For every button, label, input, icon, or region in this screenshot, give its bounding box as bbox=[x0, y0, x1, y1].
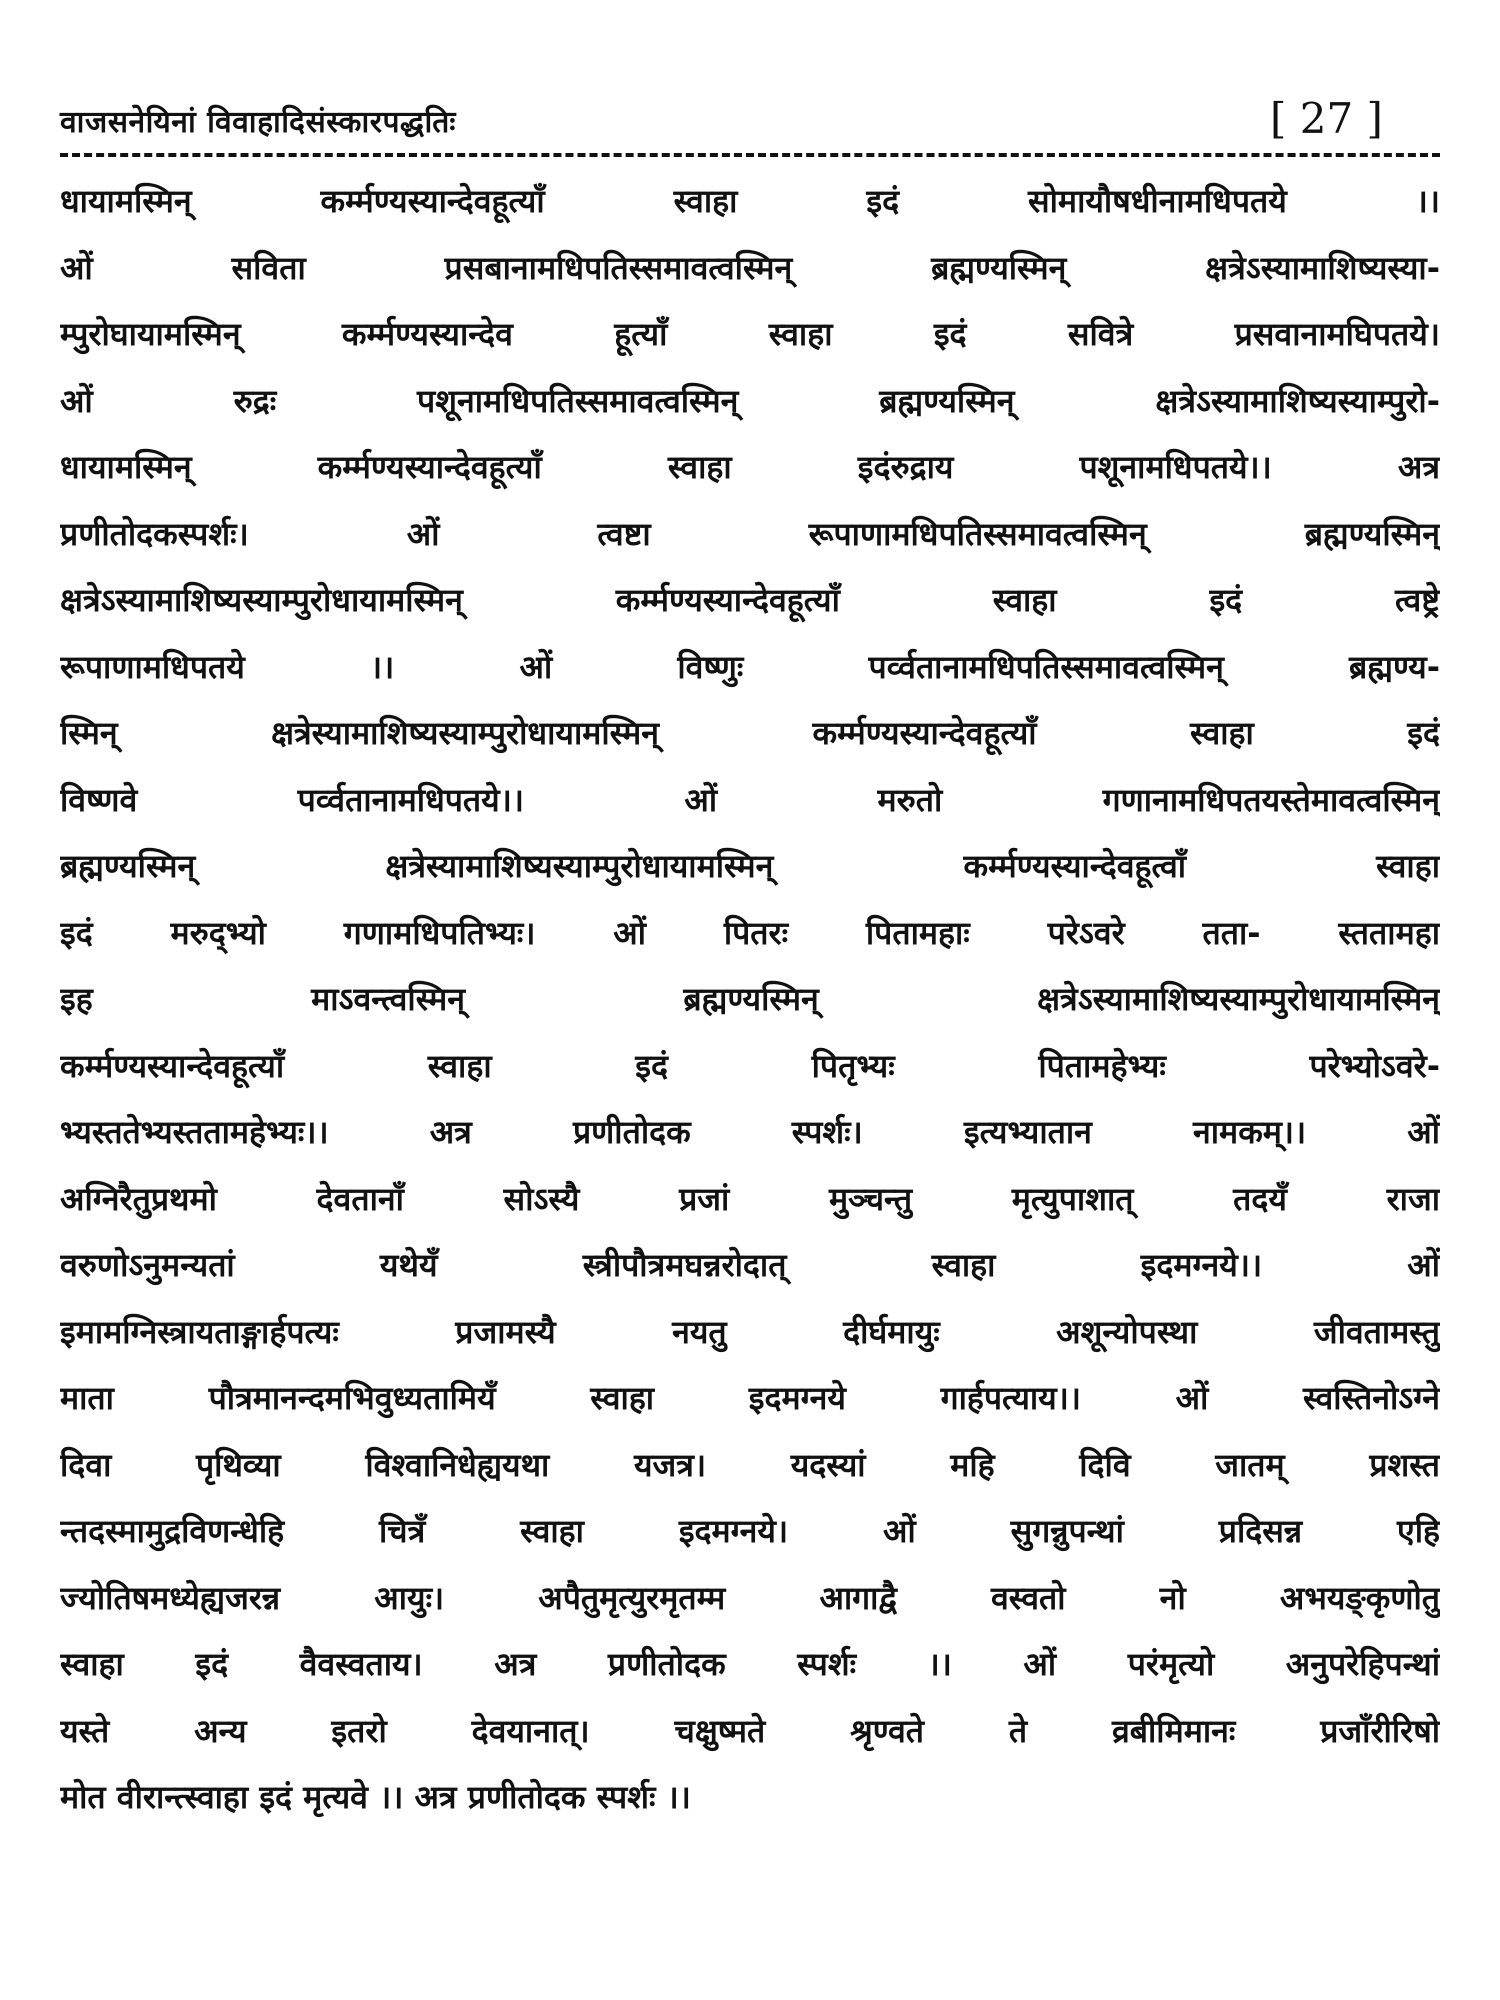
text-line: भ्यस्ततेभ्यस्ततामहेभ्यः।। अत्र प्रणीतोदक स्पर्शः। इत्यभ्यातान नामकम्।। ओं bbox=[60, 1113, 1440, 1151]
text-line: ओं सविता प्रसबानामधिपतिस्समावत्वस्मिन् ब्रह्मण्यस्मिन् क्षत्रेऽस्यामाशिष्यस्या- bbox=[60, 248, 1440, 287]
text-line: विष्णवे पर्व्वतानामधिपतये।। ओं मरुतो गणानामधिपतयस्तेमावत्वस्मिन् bbox=[60, 780, 1440, 819]
text-line: यस्ते अन्य इतरो देवयानात्। चक्षुष्मते श्रृण्वते ते व्रबीमिमानः प्रजाॅंरीरिषो bbox=[60, 1711, 1440, 1750]
text-line: प्रणीतोदकस्पर्शः। ओं त्वष्टा रूपाणामधिपतिस्समावत्वस्मिन् ब्रह्मण्यस्मिन् bbox=[60, 514, 1440, 553]
text-line: इदं मरुद्भ्यो गणामधिपतिभ्यः। ओं पितरः पितामहाः परेऽवरे तता- स्ततामहा bbox=[60, 913, 1440, 952]
text-line: ज्योतिषमध्येह्यजरन्न आयुः। अपैतुमृत्युरमृतम्म आगाद्वै वस्वतो नो अभयङ्कृणोतु bbox=[60, 1578, 1440, 1617]
text-line: कर्म्मण्यस्यान्देवहूत्याॅं स्वाहा इदं पितृभ्यः पितामहेभ्यः परेभ्योऽवरे- bbox=[60, 1046, 1440, 1085]
text-line: दिवा पृथिव्या विश्वानिधेह्ययथा यजत्र। यदस्यां महि दिवि जातम् प्रशस्त bbox=[60, 1445, 1440, 1484]
text-line: क्षत्रेऽस्यामाशिष्यस्याम्पुरोधायामस्मिन् कर्म्मण्यस्यान्देवहूत्याॅं स्वाहा इदं त्वष्ट्रे bbox=[60, 581, 1440, 619]
text-line: रूपाणामधिपतये ।। ओं विष्णुः पर्व्वतानामधिपतिस्समावत्वस्मिन् ब्रह्मण्य- bbox=[60, 647, 1440, 686]
header-divider bbox=[60, 153, 1440, 157]
text-line: वरुणोऽनुमन्यतां यथेयॅं स्त्रीपौत्रमघन्नरोदात् स्वाहा इदमग्नये।। ओं bbox=[60, 1246, 1440, 1284]
page-header bbox=[60, 92, 1440, 152]
text-line: ब्रह्मण्यस्मिन् क्षत्रेस्यामाशिष्यस्याम्पुरोधायामस्मिन् कर्म्मण्यस्यान्देवहूत्वाॅं स्वाहा bbox=[60, 847, 1440, 885]
text-line: माता पौत्रमानन्दमभिवुध्यतामियॅं स्वाहा इदमग्नये गार्हपत्याय।। ओं स्वस्तिनोऽग्ने bbox=[60, 1379, 1440, 1417]
text-line: धायामस्मिन् कर्म्मण्यस्यान्देवहूत्याॅं स्वाहा इदंरुद्राय पशूनामधिपतये।। अत्र bbox=[60, 448, 1440, 486]
text-line: इह माऽवन्त्वस्मिन् ब्रह्मण्यस्मिन् क्षत्रेऽस्यामाशिष्यस्याम्पुरोधायामस्मिन् bbox=[60, 980, 1440, 1018]
text-line: धायामस्मिन् कर्म्मण्यस्यान्देवहूत्याॅं स्वाहा इदं सोमायौषधीनामधिपतये ।। bbox=[60, 182, 1440, 220]
text-line: म्पुरोघायामस्मिन् कर्म्मण्यस्यान्देव हूत्याॅं स्वाहा इदं सवित्रे प्रसवानामघिपतये। bbox=[60, 315, 1440, 353]
text-line: न्तदस्मामुद्रविणन्धेहि चित्रॅं स्वाहा इदमग्नये। ओं सुगन्नुपन्थां प्रदिसन्न एहि bbox=[60, 1512, 1440, 1550]
text-line: इमामग्निस्त्रायताङ्गार्हपत्यः प्रजामस्यै नयतु दीर्घमायुः अशून्योपस्था जीवतामस्तु bbox=[60, 1312, 1440, 1351]
text-line: स्वाहा इदं वैवस्वताय। अत्र प्रणीतोदक स्पर्शः ।। ओं परंमृत्यो अनुपरेहिपन्थां bbox=[60, 1645, 1440, 1683]
text-line: ओं रुद्रः पशूनामधिपतिस्समावत्वस्मिन् ब्रह्मण्यस्मिन् क्षत्रेऽस्यामाशिष्यस्याम्पुरो- bbox=[60, 381, 1440, 420]
running-title: वाजसनेयिनां विवाहादिसंस्कारपद्धतिः bbox=[60, 105, 456, 140]
text-line: स्मिन् क्षत्रेस्यामाशिष्यस्याम्पुरोधायामस्मिन् कर्म्मण्यस्यान्देवहूत्याॅं स्वाहा इदं bbox=[60, 714, 1440, 752]
text-line: अग्निरैतुप्रथमो देवतानाॅं सोऽस्यै प्रजां मुञ्चन्तु मृत्युपाशात् तदयॅं राजा bbox=[60, 1179, 1440, 1218]
page-number: [ 27 ] bbox=[1270, 94, 1383, 143]
text-line: मोत वीरान्त्स्वाहा इदं मृत्यवे ।। अत्र प्रणीतोदक स्पर्शः ।। bbox=[60, 1778, 691, 1816]
body-text bbox=[60, 168, 1440, 1831]
